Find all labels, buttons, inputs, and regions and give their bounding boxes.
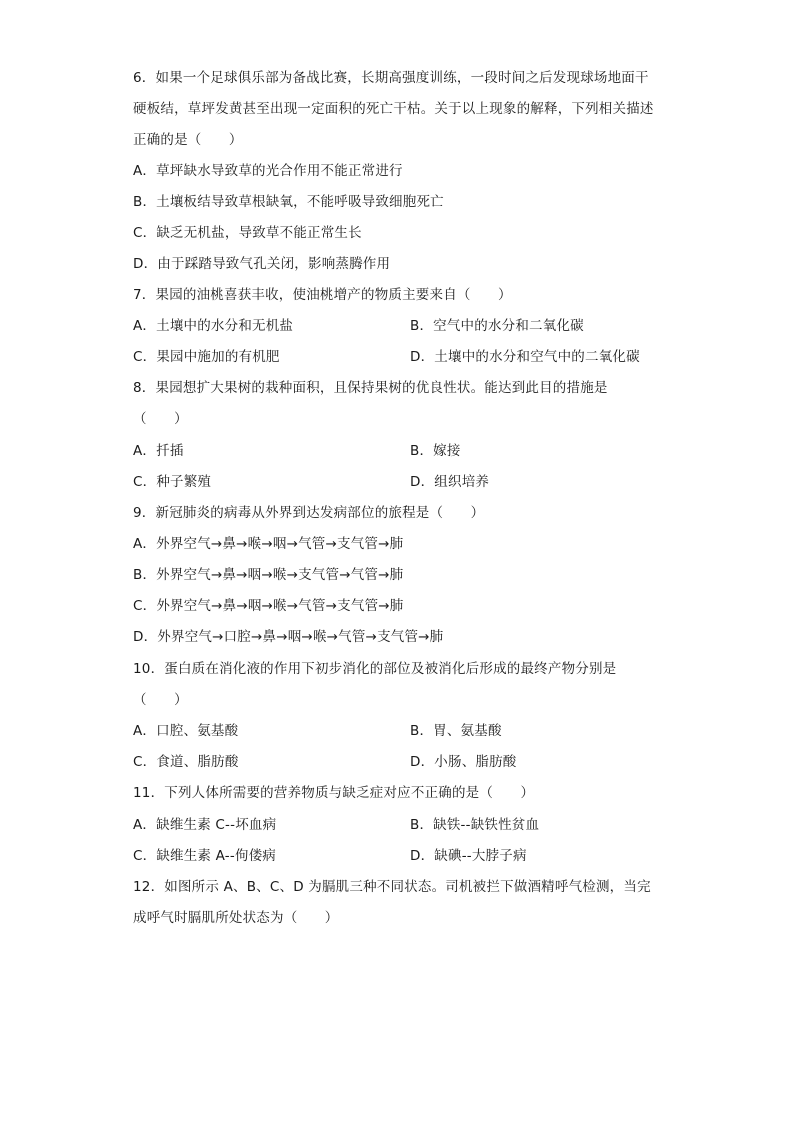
question-8-option-c: C．种子繁殖 bbox=[133, 474, 212, 490]
question-11-stem: 11．下列人体所需要的营养物质与缺乏症对应不正确的是（ ） bbox=[133, 785, 535, 801]
question-7-option-b: B．空气中的水分和二氧化碳 bbox=[410, 318, 584, 334]
question-10-stem-line-2: （ ） bbox=[133, 692, 188, 708]
question-9-option-a: A．外界空气→鼻→喉→咽→气管→支气管→肺 bbox=[133, 536, 404, 552]
question-11-option-b: B．缺铁--缺铁性贫血 bbox=[410, 817, 540, 833]
question-12-stem-line-1: 12．如图所示 A、B、C、D 为膈肌三种不同状态。司机被拦下做酒精呼气检测，当完 bbox=[133, 879, 651, 895]
question-9-option-c: C．外界空气→鼻→咽→喉→气管→支气管→肺 bbox=[133, 598, 404, 614]
question-7-option-d: D．土壤中的水分和空气中的二氧化碳 bbox=[410, 349, 640, 365]
question-9-stem: 9．新冠肺炎的病毒从外界到达发病部位的旅程是（ ） bbox=[133, 505, 485, 521]
question-10-stem-line-1: 10．蛋白质在消化液的作用下初步消化的部位及被消化后形成的最终产物分别是 bbox=[133, 661, 617, 677]
question-11-option-d: D．缺碘--大脖子病 bbox=[410, 848, 527, 864]
question-8-stem-line-2: （ ） bbox=[133, 411, 188, 427]
question-6-option-c: C．缺乏无机盐，导致草不能正常生长 bbox=[133, 225, 362, 241]
question-10-option-c: C．食道、脂肪酸 bbox=[133, 754, 239, 770]
question-7-option-c: C．果园中施加的有机肥 bbox=[133, 349, 280, 365]
question-8-option-b: B．嫁接 bbox=[410, 443, 461, 459]
question-10-option-d: D．小肠、脂肪酸 bbox=[410, 754, 517, 770]
question-8-option-d: D．组织培养 bbox=[410, 474, 490, 490]
question-11-option-a: A．缺维生素 C--坏血病 bbox=[133, 817, 277, 833]
question-7-option-a: A．土壤中的水分和无机盐 bbox=[133, 318, 294, 334]
question-10-option-a: A．口腔、氨基酸 bbox=[133, 723, 239, 739]
question-9-option-b: B．外界空气→鼻→咽→喉→支气管→气管→肺 bbox=[133, 567, 404, 583]
question-6-stem-line-1: 6．如果一个足球俱乐部为备战比赛，长期高强度训练，一段时间之后发现球场地面干 bbox=[133, 70, 649, 86]
question-7-stem: 7．果园的油桃喜获丰收，使油桃增产的物质主要来自（ ） bbox=[133, 287, 512, 303]
question-6-stem-line-2: 硬板结，草坪发黄甚至出现一定面积的死亡干枯。关于以上现象的解释，下列相关描述 bbox=[133, 101, 654, 117]
question-10-option-b: B．胃、氨基酸 bbox=[410, 723, 502, 739]
question-6-option-b: B．土壤板结导致草根缺氧，不能呼吸导致细胞死亡 bbox=[133, 194, 444, 210]
question-6-stem-line-3: 正确的是（ ） bbox=[133, 132, 243, 148]
question-6-option-d: D．由于踩踏导致气孔关闭，影响蒸腾作用 bbox=[133, 256, 391, 272]
question-8-stem-line-1: 8．果园想扩大果树的栽种面积，且保持果树的优良性状。能达到此目的措施是 bbox=[133, 380, 608, 396]
question-11-option-c: C．缺维生素 A--佝偻病 bbox=[133, 848, 276, 864]
question-6-option-a: A．草坪缺水导致草的光合作用不能正常进行 bbox=[133, 163, 403, 179]
question-8-option-a: A．扦插 bbox=[133, 443, 184, 459]
question-12-stem-line-2: 成呼气时膈肌所处状态为（ ） bbox=[133, 910, 339, 926]
question-9-option-d: D．外界空气→口腔→鼻→咽→喉→气管→支气管→肺 bbox=[133, 629, 444, 645]
